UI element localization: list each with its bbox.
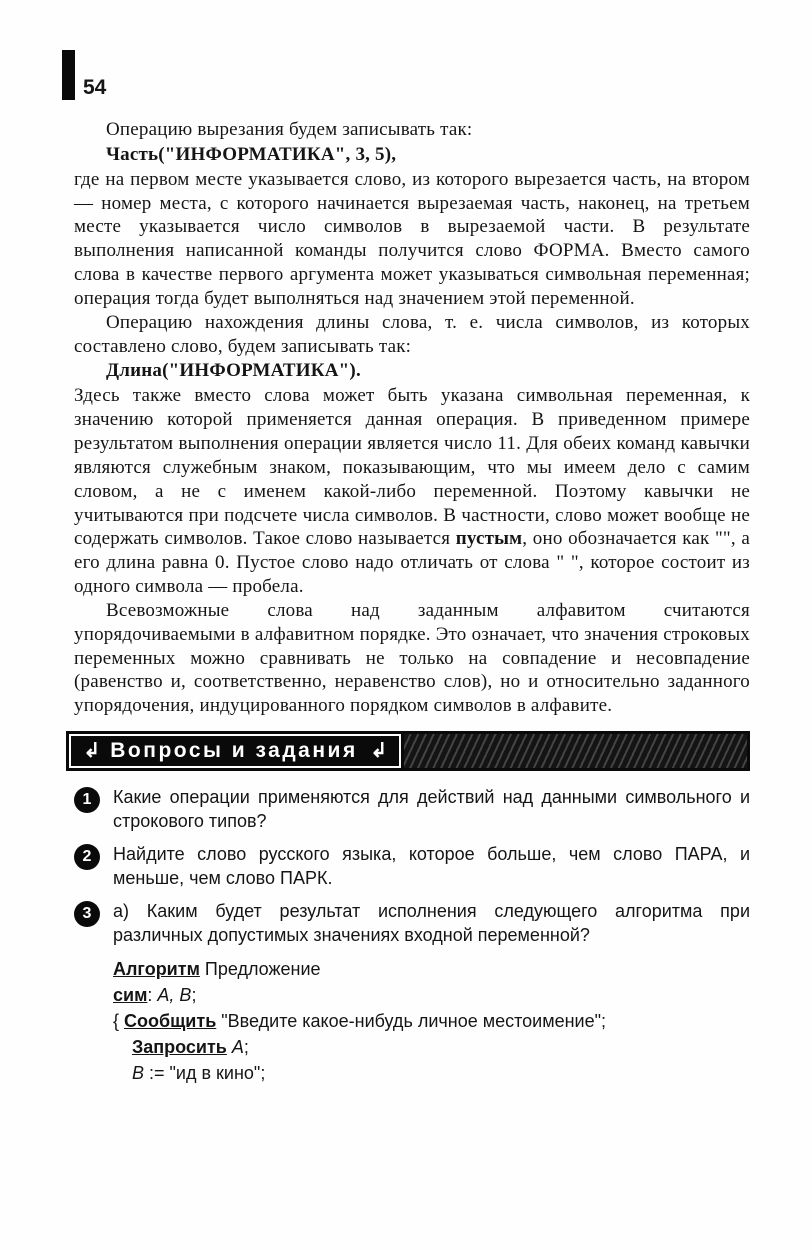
question-3-text: а) Каким будет результат исполнения следующего алгоритма при различных допустимых значениях входной переменной? (113, 900, 750, 945)
zaprosit-variable: А (226, 1037, 244, 1057)
formula-chast: Часть("ИНФОРМАТИКА", 3, 5), (106, 143, 397, 165)
question-2-text: Найдите слово русского языка, которое больше, чем слово ПАРА, и меньше, чем слово ПАРК. (113, 843, 750, 888)
assignment-variable: В (132, 1063, 145, 1084)
paragraph-length-intro: Операцию нахождения длины слова, т. е. числа символов, из которых составлено слово, будем записывать так: (74, 311, 750, 357)
questions-banner-title: Вопросы и задания (110, 739, 358, 763)
algorithm-line-5 (113, 1060, 750, 1086)
open-brace: { (113, 1010, 125, 1031)
keyword-zaprosit: Запросить (132, 1037, 227, 1057)
question-2-number-badge: 2 (74, 844, 100, 870)
page-header (62, 50, 750, 100)
page-number: 54 (83, 76, 107, 99)
questions-banner-label (69, 734, 401, 768)
paragraph-length-body-end: , оно обозначается как "", а его длина равна 0. Пустое слово надо отличать от слова " ", которое состоит из одного символа — пробела. (74, 528, 750, 598)
main-text-block (74, 118, 750, 718)
questions-banner (66, 731, 750, 771)
zaprosit-semicolon: ; (243, 1037, 249, 1057)
algorithm-line-4 (113, 1034, 750, 1060)
sim-variables: А, В (157, 984, 192, 1005)
sim-semicolon: ; (191, 984, 197, 1005)
assignment-expression: := "ид в кино"; (144, 1063, 266, 1084)
banner-left-arrow-icon: ↳ (81, 740, 101, 763)
algorithm-line-1 (113, 956, 750, 982)
page-corner-bar (62, 50, 75, 100)
question-1-number-badge: 1 (74, 787, 100, 813)
question-3-number-badge: 3 (74, 901, 100, 927)
paragraph-cut-intro: Операцию вырезания будем записывать так: (106, 119, 473, 140)
question-2 (74, 843, 750, 891)
question-1 (74, 786, 750, 834)
question-3 (74, 900, 750, 948)
term-empty-word: пустым (455, 528, 523, 550)
keyword-algorithm: Алгоритм (113, 958, 200, 979)
question-1-text: Какие операции применяются для действий над данными символьного и строкового типов? (113, 787, 750, 832)
sim-colon: : (147, 984, 158, 1005)
algorithm-name: Предложение (199, 958, 321, 979)
algorithm-line-3 (113, 1008, 750, 1034)
questions-section (74, 786, 750, 1086)
formula-dlina: Длина("ИНФОРМАТИКА"). (106, 360, 361, 382)
paragraph-ordering: Всевозможные слова над заданным алфавитом считаются упорядочиваемыми в алфавитном порядке. Это означает, что значения строковых переменных можно сравнивать не только на совпадение и несовпадение (равенство и, соответственно, неравенство слов), но и относительно заданного упорядочения, индуцированного порядком символов в алфавите. (74, 599, 750, 717)
paragraph-length-body (74, 384, 750, 599)
paragraph-cut-body: где на первом месте указывается слово, из которого вырезается часть, на втором — номер места, с которого начинается вырезаемая часть, наконец, на третьем месте указывается число символов в вырезаемой части. В результате выполнения написанной команды получится слово ФОРМА. Вместо самого слова в качестве первого аргумента может указываться символьная переменная; операция тогда будет выполняться над значением этой переменной. (74, 168, 750, 309)
keyword-sim: сим (113, 984, 148, 1005)
paragraph-length-body-start: Здесь также вместо слова может быть указана символьная переменная, к значению которой применяется данная операция. В приведенном примере результатом выполнения операции является число 11. Для обеих команд кавычки являются служебным знаком, показывающим, что мы имеем дело с самим словом, а не с именем какой-либо переменной. Поэтому кавычки не учитываются при подсчете числа символов. В частности, слово может вообще не содержать символов. Такое слово называется (74, 385, 750, 550)
soobshchit-argument: "Введите какое-нибудь личное местоимение"; (216, 1010, 606, 1031)
algorithm-line-2 (113, 982, 750, 1008)
banner-right-arrow-icon: ↳ (367, 740, 387, 763)
algorithm-listing (113, 956, 750, 1086)
banner-stripes-decoration (404, 734, 747, 768)
keyword-soobshchit: Сообщить (124, 1010, 217, 1031)
